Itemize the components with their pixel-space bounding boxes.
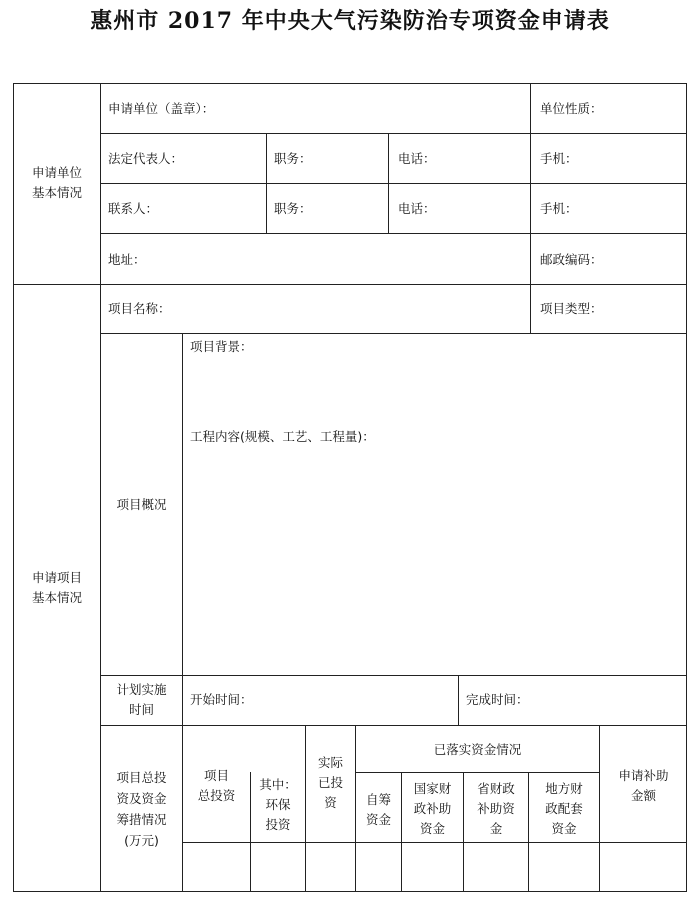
phone-label: 电话： (398, 201, 436, 216)
apply-subsidy-label: 申请补助 金额 (618, 768, 669, 803)
unit-label: 申请单位（盖章）： (108, 101, 215, 116)
project-background-label: 项目背景： (190, 339, 253, 354)
self-raised-funds-label: 自筹 资金 (365, 792, 391, 827)
address-label: 地址： (108, 252, 146, 267)
row-divider (100, 183, 687, 184)
local-matching-label: 地方财 政配套 资金 (545, 781, 583, 836)
row-divider (100, 675, 687, 676)
project-section-label: 申请项目 基本情况 (31, 570, 82, 605)
column-divider (599, 725, 600, 892)
end-time-label: 完成时间： (466, 692, 529, 707)
column-divider (388, 133, 389, 233)
implemented-funds-label: 已落实资金情况 (433, 742, 522, 757)
column-divider (530, 284, 531, 333)
row-divider (182, 842, 687, 843)
project-overview-label: 项目概况 (116, 497, 167, 512)
investment-section-label: 项目总投 资及资金 筹措情况 (万元) (116, 770, 167, 848)
form-title: 惠州市 2017 年中央大气污染防治专项资金申请表 (90, 8, 610, 34)
phone-label: 电话： (398, 151, 436, 166)
column-divider (530, 233, 531, 284)
unit-nature-label: 单位性质： (540, 101, 603, 116)
row-divider (100, 133, 687, 134)
national-subsidy-label: 国家财 政补助 资金 (413, 781, 452, 836)
project-name-label: 项目名称： (108, 301, 171, 316)
project-type-label: 项目类型： (540, 301, 603, 316)
start-time-label: 开始时间： (190, 692, 253, 707)
engineering-content-label: 工程内容(规模、工艺、工程量)： (190, 429, 375, 444)
total-investment-label: 项目 总投资 (197, 768, 236, 803)
postcode-label: 邮政编码： (540, 252, 603, 267)
position-label: 职务： (274, 201, 312, 216)
mobile-label: 手机： (540, 151, 578, 166)
column-divider (458, 675, 459, 725)
section-divider (13, 284, 687, 285)
row-divider (100, 333, 687, 334)
position-label: 职务： (274, 151, 312, 166)
column-divider (266, 133, 267, 233)
provincial-subsidy-label: 省财政 补助资 金 (477, 781, 515, 836)
row-divider (355, 772, 599, 773)
column-divider (182, 333, 183, 892)
env-investment-label: 其中： 环保 投资 (259, 777, 297, 832)
legal-rep-label: 法定代表人： (108, 151, 184, 166)
row-divider (100, 233, 687, 234)
mobile-label: 手机： (540, 201, 578, 216)
column-divider (530, 133, 531, 233)
plan-time-label: 计划实施 时间 (116, 682, 167, 717)
applicant-section-label: 申请单位 基本情况 (31, 165, 82, 200)
actual-investment-label: 实际 已投 资 (317, 755, 343, 810)
column-divider (530, 83, 531, 133)
contact-label: 联系人： (108, 201, 159, 216)
